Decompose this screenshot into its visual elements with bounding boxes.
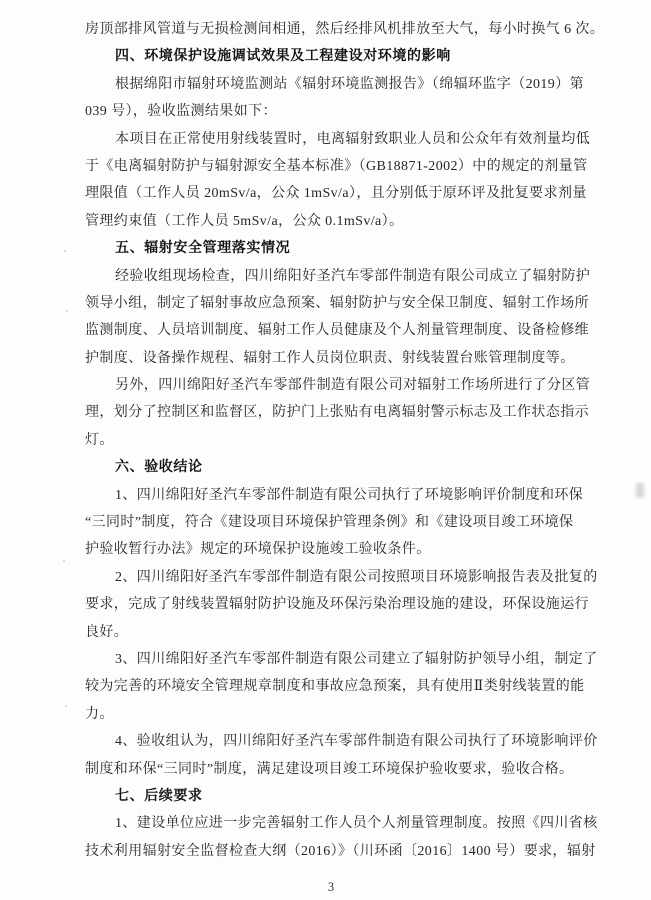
document-body	[85, 16, 605, 865]
paragraph	[85, 263, 591, 373]
page-number: 3	[327, 880, 335, 894]
text-line: 领导小组，制定了辐射事故应急预案、辐射防护与安全保卫制度、辐射工作场所	[85, 295, 589, 311]
paragraph	[85, 126, 591, 236]
text-line: 较为完善的环境安全管理规章制度和事故应急预案，具有使用Ⅱ类射线装置的能	[85, 679, 585, 695]
text-line: 经验收组现场检查，四川绵阳好圣汽车零部件制造有限公司成立了辐射防护	[115, 268, 591, 284]
text-line: 理，划分了控制区和监督区，防护门上张贴有电离辐射警示标志及工作状态指示	[85, 405, 589, 421]
text-line: 理限值（工作人员 20mSv/a，公众 1mSv/a），且分别低于原环评及批复要求剂量	[85, 186, 587, 202]
text-line: 根据绵阳市辐射环境监测站《辐射环境监测报告》（绵辐环监字（2019）第	[115, 76, 584, 92]
paragraph	[85, 564, 598, 646]
text-line: 护验收暂行办法》规定的环境保护设施竣工验收条件。	[85, 542, 431, 558]
text-line: 灯。	[85, 432, 114, 448]
paragraph	[85, 16, 605, 43]
section-heading-4	[85, 43, 577, 70]
paragraph	[85, 810, 598, 865]
page-footer	[85, 878, 577, 896]
text-line: 1、建设单位应进一步完善辐射工作人员个人剂量管理制度。按照《四川省核	[115, 816, 598, 832]
text-line: 2、四川绵阳好圣汽车零部件制造有限公司按照项目环境影响报告表及批复的	[115, 569, 598, 585]
text-line: 另外，四川绵阳好圣汽车零部件制造有限公司对辐射工作场所进行了分区管	[115, 378, 591, 394]
paragraph	[85, 372, 591, 454]
text-line: 制度和环保“三同时”制度，满足建设项目竣工环境保护验收要求，验收合格。	[85, 761, 574, 777]
heading-text: 七、后续要求	[115, 788, 203, 804]
text-line: 本项目在正常使用射线装置时，电离辐射致职业人员和公众年有效剂量均低	[115, 131, 591, 147]
paragraph	[85, 71, 584, 126]
paragraph	[85, 728, 598, 783]
section-heading-5	[85, 235, 577, 262]
text-line: 房顶部排风管道与无损检测间相通，然后经排风机排放至大气，每小时换气 6 次。	[85, 22, 605, 37]
heading-text: 四、环境保护设施调试效果及工程建设对环境的影响	[115, 49, 451, 65]
text-line: 技术利用辐射安全监督检查大纲（2016）》（川环函〔2016〕1400 号）要求，辐射	[85, 843, 596, 859]
text-line: 于《电离辐射防护与辐射源安全基本标准》（GB18871-2002）中的规定的剂量管	[85, 158, 588, 174]
section-heading-7	[85, 783, 577, 810]
text-line: 039 号），验收监测结果如下：	[85, 104, 277, 120]
paragraph	[85, 482, 584, 564]
text-line: 力。	[85, 706, 114, 722]
heading-text: 五、辐射安全管理落实情况	[115, 241, 291, 257]
text-line: 护制度、设备操作规程、辐射工作人员岗位职责、射线装置台账管理制度等。	[85, 350, 575, 366]
text-line: “三同时”制度，符合《建设项目环境保护管理条例》和《建设项目竣工环境保	[85, 515, 574, 531]
text-line: 1、四川绵阳好圣汽车零部件制造有限公司执行了环境影响评价制度和环保	[115, 487, 584, 503]
section-heading-6	[85, 454, 577, 481]
text-line: 良好。	[85, 624, 129, 640]
scan-noise-specks	[64, 250, 66, 252]
heading-text: 六、验收结论	[115, 460, 203, 476]
text-line: 管理约束值（工作人员 5mSv/a，公众 0.1mSv/a）。	[85, 213, 404, 229]
text-line: 3、四川绵阳好圣汽车零部件制造有限公司建立了辐射防护领导小组，制定了	[115, 651, 598, 667]
text-line: 监测制度、人员培训制度、辐射工作人员健康及个人剂量管理制度、设备检修维	[85, 323, 589, 339]
text-line: 要求，完成了射线装置辐射防护设施及环保污染治理设施的建设，环保设施运行	[85, 597, 589, 613]
scan-smudge-artifact	[636, 483, 644, 498]
text-line: 4、验收组认为，四川绵阳好圣汽车零部件制造有限公司执行了环境影响评价	[115, 734, 598, 750]
paragraph	[85, 646, 598, 728]
